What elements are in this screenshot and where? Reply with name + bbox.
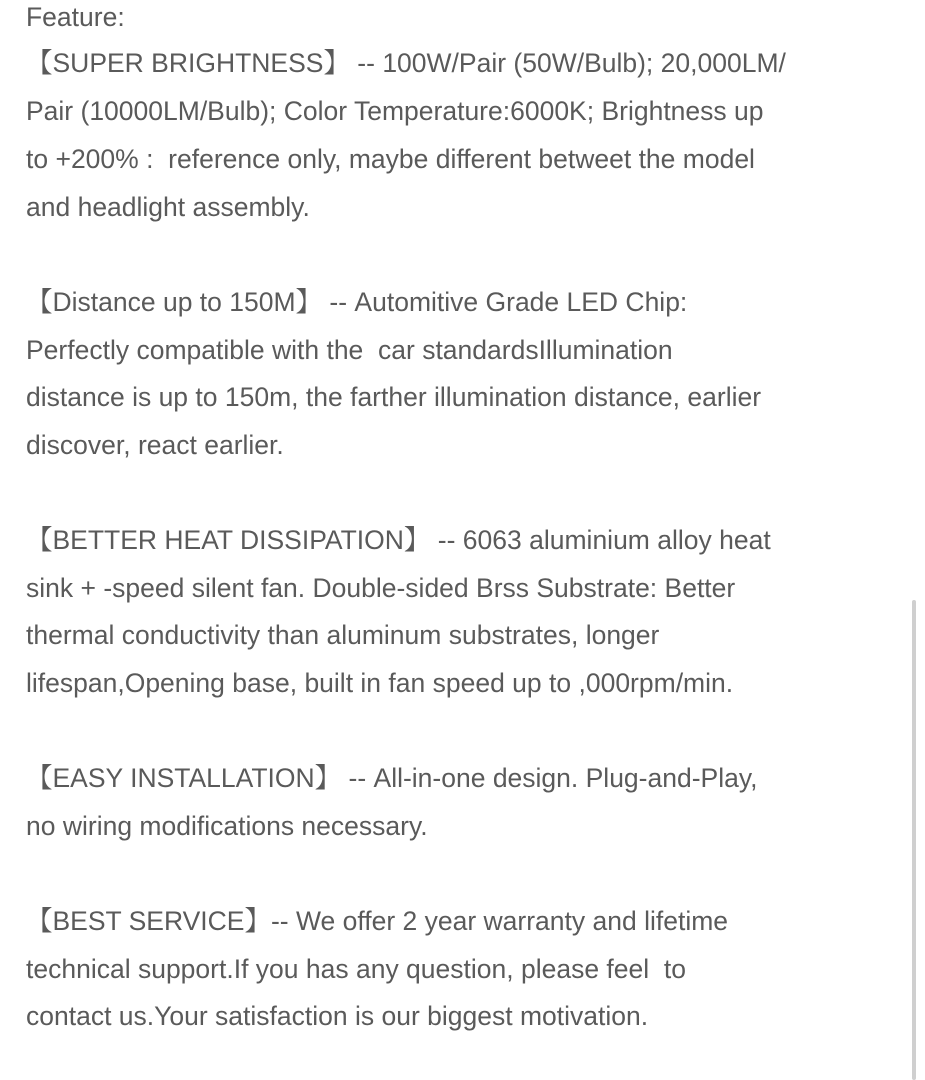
vertical-scrollbar[interactable] xyxy=(912,600,916,1080)
text-line: 【Distance up to 150M】 -- Automitive Grade LED Chip: xyxy=(26,287,688,317)
text-line: distance is up to 150m, the farther illumination distance, earlier xyxy=(26,382,762,412)
text-line: sink + -speed silent fan. Double-sided Brss Substrate: Better xyxy=(26,573,736,603)
text-line: thermal conductivity than aluminum substrates, longer xyxy=(26,620,660,650)
text-line: 【BEST SERVICE】-- We offer 2 year warranty and lifetime xyxy=(26,906,729,936)
text-line: to +200% : reference only, maybe different betweet the model xyxy=(26,144,755,174)
text-line: contact us.Your satisfaction is our biggest motivation. xyxy=(26,1001,649,1031)
text-line: lifespan,Opening base, built in fan speed up to ,000rpm/min. xyxy=(26,668,734,698)
text-line: discover, react earlier. xyxy=(26,430,284,460)
text-line: no wiring modifications necessary. xyxy=(26,811,428,841)
text-line: Perfectly compatible with the car standardsIllumination xyxy=(26,335,673,365)
feature-heading: Feature: xyxy=(26,2,125,32)
text-line: technical support.If you has any question, please feel to xyxy=(26,954,686,984)
text-line: and headlight assembly. xyxy=(26,192,310,222)
text-line: Pair (10000LM/Bulb); Color Temperature:6000K; Brightness up xyxy=(26,96,764,126)
text-line: 【EASY INSTALLATION】 -- All-in-one design. Plug-and-Play, xyxy=(26,763,758,793)
text-line: 【BETTER HEAT DISSIPATION】 -- 6063 aluminium alloy heat xyxy=(26,525,771,555)
text-line: 【SUPER BRIGHTNESS】 -- 100W/Pair (50W/Bulb); 20,000LM/ xyxy=(26,48,786,78)
